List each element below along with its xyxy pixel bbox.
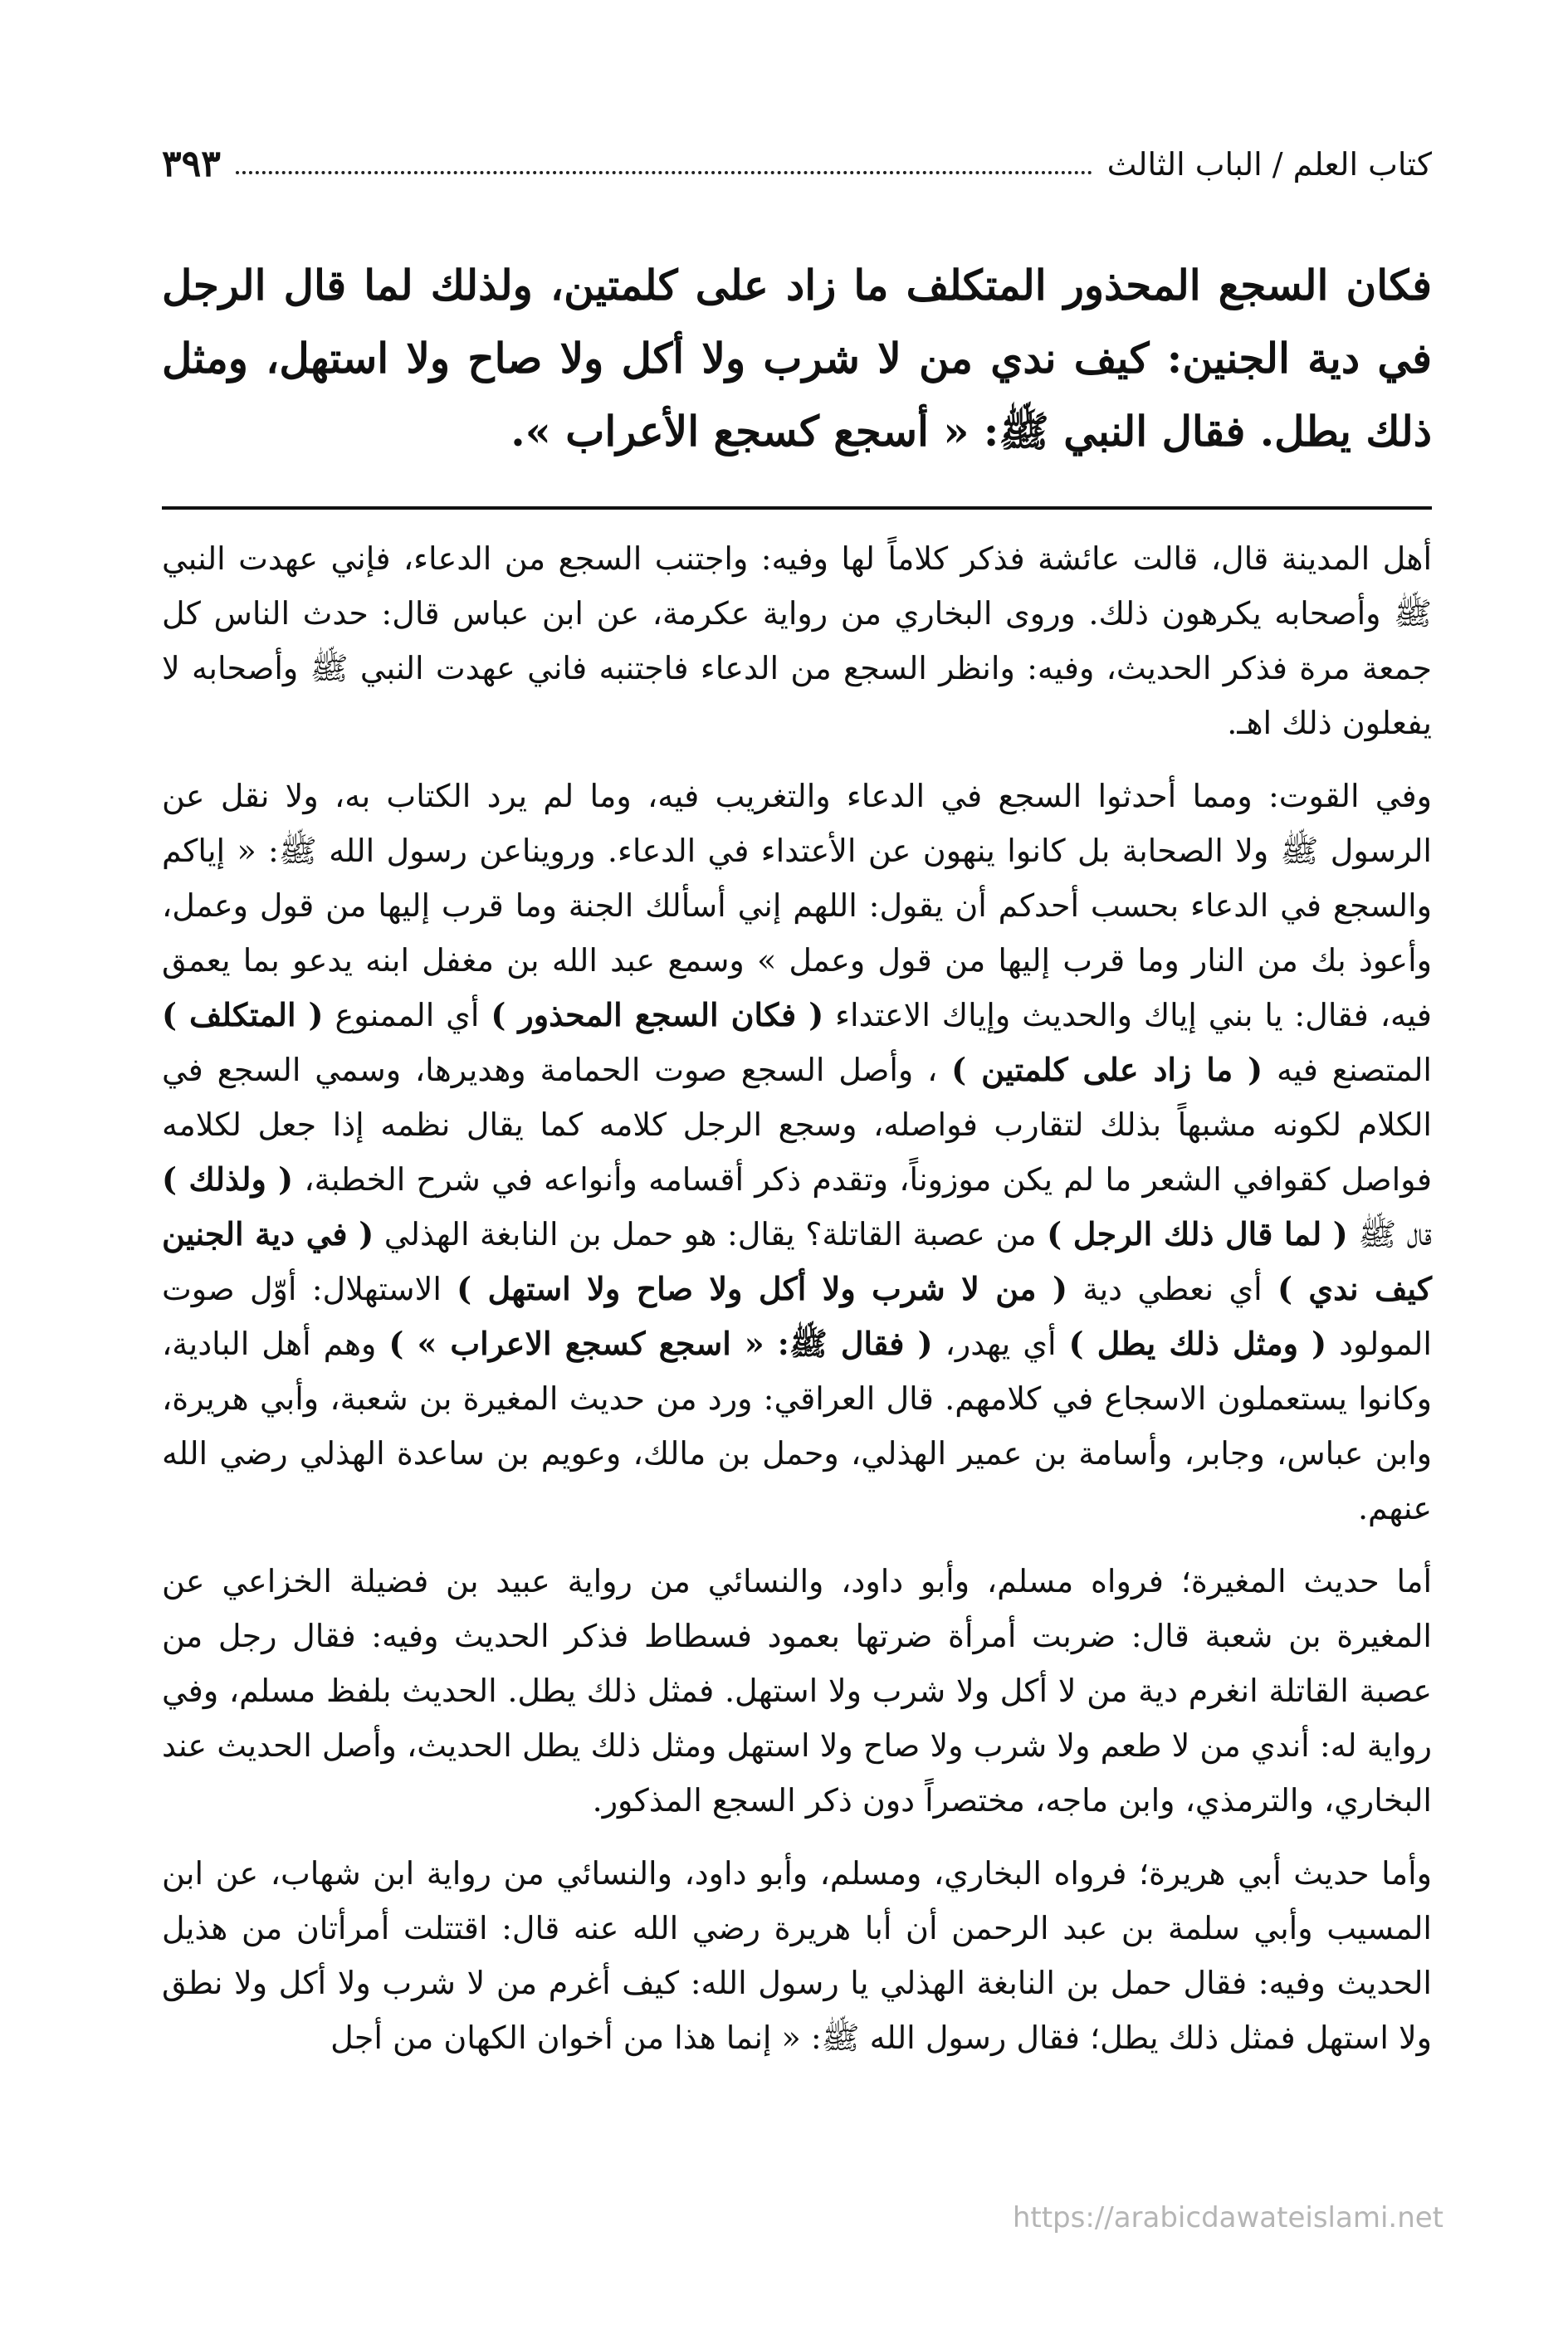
quoted-phrase: ( لما قال ذلك الرجل ) [1047,1215,1348,1253]
commentary-paragraph-3 [162,1554,1432,1828]
commentary-paragraph-2 [162,769,1432,1536]
quoted-phrase: ( ومثل ذلك يطل ) [1068,1325,1327,1362]
commentary-text: وهم أهل البادية، وكانوا يستعملون الاسجاع في كلامهم. قال العراقي: ورد من حديث المغيرة بن شعبة، وأبي هريرة، وابن عباس، وجابر، وأسامة بن عمير الهذلي، وحمل بن مالك، وعويم بن ساعدة الهذلي رضي الله عنهم. [162,1326,1432,1526]
running-header [162,139,1432,189]
commentary-text: المتصنع فيه [1276,1052,1432,1088]
commentary-text: أما حديث المغيرة؛ فرواه مسلم، وأبو داود، والنسائي من رواية عبيد بن فضيلة الخزاعي عن المغيرة بن شعبة قال: ضربت أمرأة ضرتها بعمود فسطاط فذكر الحديث وفيه: فقال رجل من عصبة القاتلة انغرم دية من لا أكل ولا شرب ولا استهل. فمثل ذلك يطل. الحديث بلفظ مسلم، وفي رواية له: أندي من لا طعم ولا شرب ولا صاح ولا استهل ومثل ذلك يطل الحديث، وأصل الحديث عند البخاري، والترمذي، وابن ماجه، مختصراً دون ذكر السجع المذكور. [162,1563,1432,1819]
quoted-phrase: ( في دية الجنين كيف ندي ) [162,1215,1432,1307]
commentary-text: وأما حديث أبي هريرة؛ فرواه البخاري، ومسلم، وأبو داود، والنسائي من رواية ابن شهاب، عن ابن المسيب وأبي سلمة بن عبد الرحمن أن أبا هريرة رضي الله عنه قال: اقتتلت أمرأتان من هذيل الحديث وفيه: فقال حمل بن النابغة الهذلي يا رسول الله: كيف أغرم من لا شرب ولا أكل ولا نطق ولا استهل فمثل ذلك يطل؛ فقال رسول الله ﷺ: « إنما هذا من أخوان الكهان من أجل [162,1855,1432,2056]
commentary-paragraph-1 [162,531,1432,750]
commentary-paragraph-4 [162,1846,1432,2065]
main-text [162,249,1432,468]
quoted-phrase: ( من لا شرب ولا أكل ولا صاح ولا استهل ) [457,1270,1067,1307]
quoted-phrase: ( ما زاد على كلمتين ) [951,1051,1263,1088]
quoted-phrase: ( المتكلف ) [162,996,324,1033]
commentary-text: أي يهدر، [945,1326,1057,1362]
commentary-text: الاستهلال: أوّل صوت المولود [162,1271,1432,1362]
book-title: كتاب العلم / الباب الثالث [1106,146,1432,183]
commentary-text: أي الممنوع [335,997,480,1033]
footnote-separator [162,506,1432,510]
watermark-url: https://arabicdawateislami.net [1012,2201,1443,2234]
quoted-phrase: ( ولذلك ) [162,1160,294,1198]
quoted-phrase: ( فكان السجع المحذور ) [491,996,824,1033]
commentary-text: من عصبة القاتلة؟ يقال: هو حمل بن النابغة الهذلي [383,1216,1037,1253]
leader-dots [236,171,1092,174]
commentary-text: أي نعطي دية [1082,1271,1263,1307]
main-paragraph: فكان السجع المحذور المتكلف ما زاد على كلمتين، ولذلك لما قال الرجل في دية الجنين: كيف ندي من لا شرب ولا أكل ولا صاح ولا استهل، ومثل ذلك يطل. فقال النبي ﷺ: « أسجع كسجع الأعراب ». [162,261,1432,456]
commentary-text: قال ﷺ [1358,1216,1432,1253]
commentary-text: وفي القوت: ومما أحدثوا السجع في الدعاء والتغريب فيه، وما لم يرد الكتاب به، ولا نقل عن الرسول ﷺ ولا الصحابة بل كانوا ينهون عن الأعتداء في الدعاء. ورويناعن رسول الله ﷺ: « إياكم والسجع في الدعاء بحسب أحدكم أن يقول: اللهم إني أسألك الجنة وما قرب إليها من قول وعمل، وأعوذ بك من النار وما قرب إليها من قول وعمل » وسمع عبد الله بن مغفل ابنه يدعو بما يعمق فيه، فقال: يا بني إياك والحديث وإياك الاعتداء [162,778,1432,1033]
quoted-phrase: ( فقال ﷺ: « اسجع كسجع الاعراب » ) [388,1325,933,1362]
commentary-text: أهل المدينة قال، قالت عائشة فذكر كلاماً لها وفيه: واجتنب السجع من الدعاء، فإني عهدت النبي ﷺ وأصحابه يكرهون ذلك. وروى البخاري من رواية عكرمة، عن ابن عباس قال: حدث الناس كل جمعة مرة فذكر الحديث، وفيه: وانظر السجع من الدعاء فاجتنبه فاني عهدت النبي ﷺ وأصحابه لا يفعلون ذلك اهـ. [162,540,1432,741]
commentary [162,531,1432,2083]
page-number: ٣٩٣ [162,143,221,185]
commentary-text: ، وأصل السجع صوت الحمامة وهديرها، وسمي السجع في الكلام لكونه مشبهاً بذلك لتقارب فواصله، وسجع الرجل كلامه كما يقال نظمه إذا جعل لكلامه فواصل كقوافي الشعر ما لم يكن موزوناً، وتقدم ذكر أقسامه وأنواعه في شرح الخطبة، [162,1052,1432,1198]
